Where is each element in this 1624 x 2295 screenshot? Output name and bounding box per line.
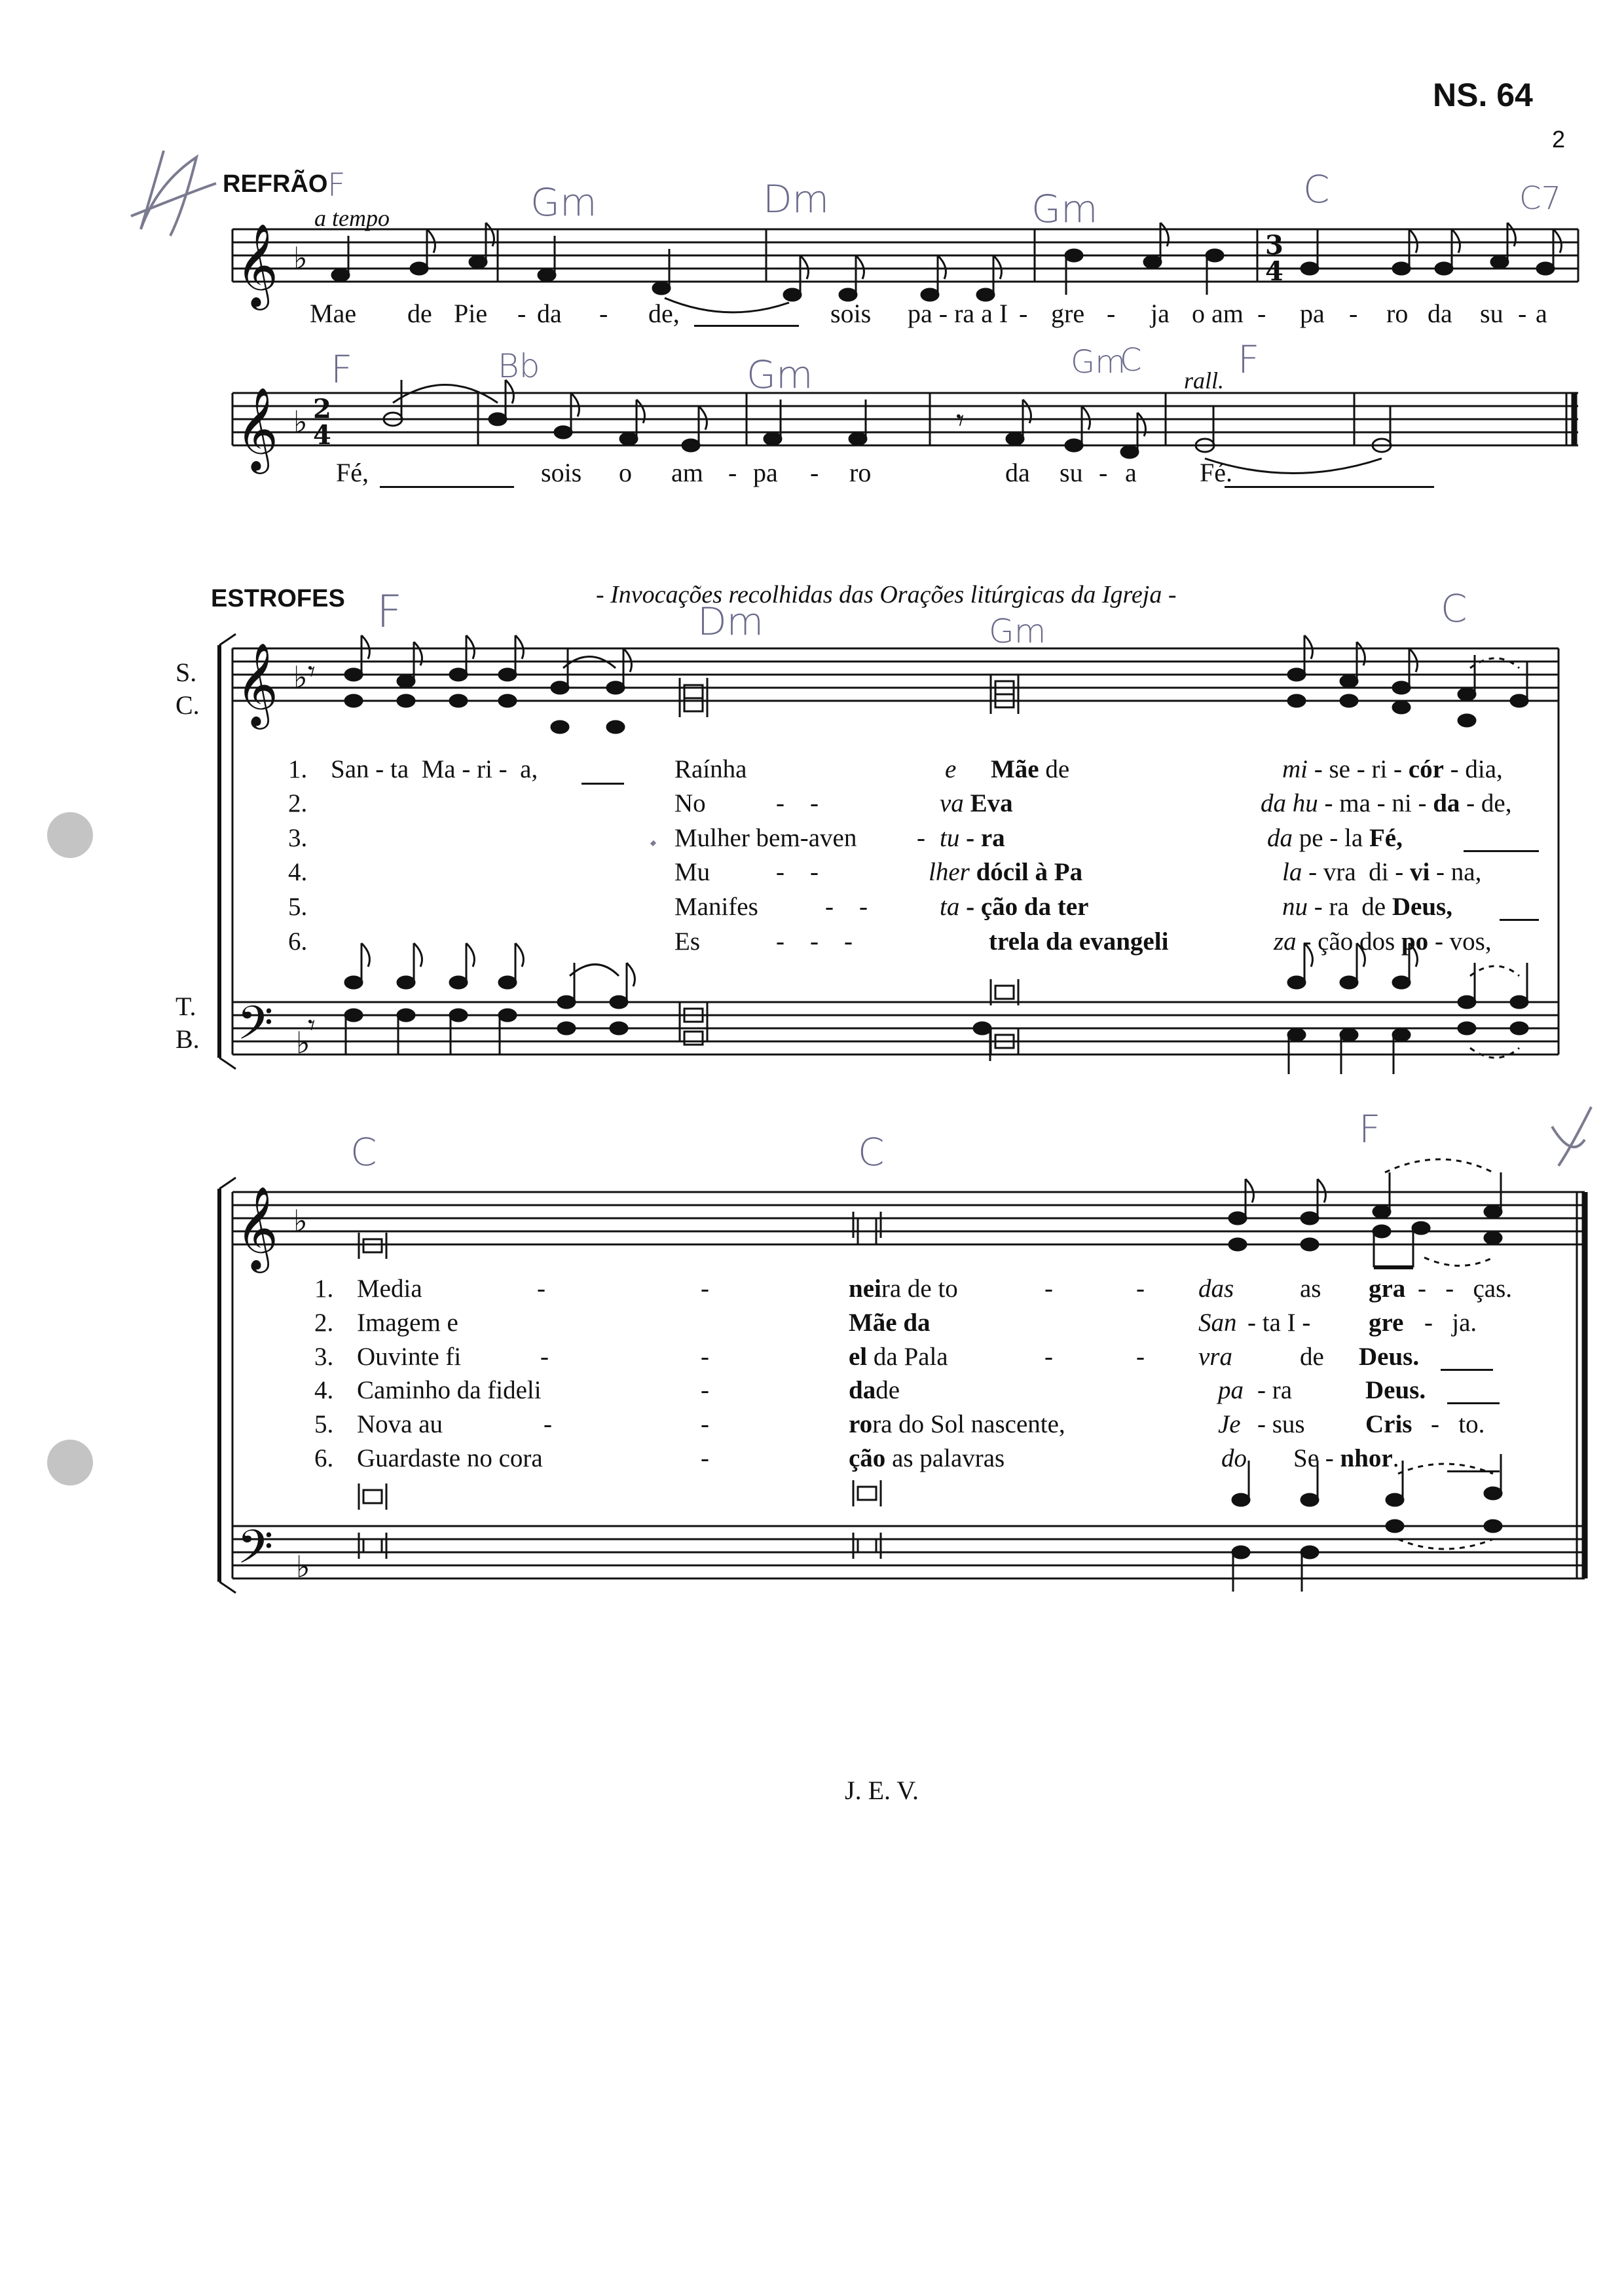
- verse-number: 4.: [314, 1376, 334, 1404]
- refrain-lyric: pa - ra a I: [908, 299, 1008, 328]
- verse-text: Mulher bem-aven: [674, 824, 857, 852]
- time-signature: 3: [1265, 230, 1283, 261]
- rall-marking: rall.: [1184, 367, 1225, 394]
- verse-text: - ra: [1257, 1376, 1293, 1404]
- refrain-title: REFRÃO: [223, 170, 328, 198]
- flat-sign: ♭: [293, 240, 308, 276]
- refrain-lyric: pa: [753, 458, 778, 487]
- verse-text: Deus.: [1365, 1376, 1426, 1404]
- time-signature: 4: [1265, 256, 1283, 287]
- verse-text: el da Pala: [849, 1343, 948, 1371]
- refrain-lyric: -: [810, 458, 819, 487]
- verse-text: mi - se - ri - cór - dia,: [1282, 755, 1503, 783]
- refrain-lyric: sois: [541, 458, 582, 487]
- refrain-lyric: -: [728, 458, 737, 487]
- chord-symbol: Bb: [498, 347, 540, 385]
- verse-text: va Eva: [940, 789, 1013, 817]
- verse-text: No: [674, 789, 706, 817]
- extender-line: [1447, 1402, 1500, 1404]
- chord-symbol: Dm: [697, 599, 764, 644]
- verse-text: Ouvinte fi: [357, 1343, 462, 1371]
- verse-text: e: [945, 755, 957, 783]
- refrain-lyric: Mae: [310, 299, 357, 328]
- extender-line: [1441, 1369, 1493, 1371]
- verse-number: 4.: [288, 858, 308, 886]
- verse-text: de: [1300, 1343, 1324, 1371]
- verse-text: nu - ra de Deus,: [1282, 893, 1452, 921]
- chord-symbol: C: [858, 1130, 885, 1174]
- verse-text: neira de to: [849, 1275, 958, 1303]
- refrain-lyric: a: [1536, 299, 1547, 328]
- refrain-staff-2: [232, 393, 1578, 445]
- refrain-lyric: de,: [648, 299, 680, 328]
- verse-text: do: [1221, 1444, 1247, 1472]
- bass-clef: 𝄢: [237, 1520, 274, 1586]
- verse-text: pa: [1218, 1376, 1244, 1404]
- verse-text: Cris: [1365, 1410, 1412, 1438]
- bass-clef: 𝄢: [237, 996, 274, 1062]
- extender-line: [380, 486, 514, 488]
- flat-sign: ♭: [293, 660, 308, 695]
- hymn-code: NS. 64: [1433, 77, 1533, 113]
- verse-text: lher dócil à Pa: [929, 858, 1083, 886]
- verse-number: 6.: [314, 1444, 334, 1472]
- verse-text: - ja.: [1424, 1309, 1477, 1337]
- verse-text: Es: [674, 927, 700, 956]
- svg-text:𝄾: 𝄾: [308, 655, 316, 688]
- chord-symbol: Gm: [530, 180, 597, 225]
- chord-symbol: F: [331, 347, 353, 392]
- extender-line: [1447, 1470, 1500, 1472]
- refrain-lyric: -: [1107, 299, 1116, 328]
- refrain-lyric: pa: [1300, 299, 1325, 328]
- verse-text: -: [917, 824, 925, 852]
- verse-system-1-upper: [232, 648, 1559, 701]
- svg-text:𝄾: 𝄾: [956, 402, 965, 439]
- refrain-staff-1: [232, 229, 1578, 282]
- verse-number: 5.: [314, 1410, 334, 1438]
- voice-label-tenor: T.: [175, 992, 196, 1021]
- verses-title: ESTROFES: [211, 585, 345, 612]
- refrain-lyric: Fé.: [1200, 458, 1232, 487]
- page-number: 2: [1552, 126, 1566, 153]
- verse-text: Deus.: [1359, 1343, 1420, 1371]
- extender-line: [1500, 919, 1539, 921]
- refrain-lyric: o am: [1192, 299, 1244, 328]
- verse-text: da pe - la Fé,: [1267, 824, 1403, 852]
- verse-text: gre: [1369, 1309, 1404, 1337]
- verse-number: 6.: [288, 927, 308, 956]
- verse-text: -: [540, 1343, 549, 1371]
- verse-text: das: [1198, 1275, 1234, 1303]
- verse-text: - -: [776, 789, 819, 817]
- verse-text: Raínha: [674, 755, 747, 783]
- verse-text: dade: [849, 1376, 900, 1404]
- verse-text: -: [701, 1376, 709, 1404]
- verse-text: -: [701, 1343, 709, 1371]
- refrain-lyric: de: [407, 299, 432, 328]
- verse-text: - sus: [1257, 1410, 1305, 1438]
- treble-clef: 𝄞: [236, 223, 279, 307]
- verse-text: Caminho da fideli: [357, 1376, 542, 1404]
- refrain-lyric: Fé,: [336, 458, 369, 487]
- chord-symbol: F: [377, 586, 403, 638]
- voice-label-bass: B.: [175, 1024, 200, 1054]
- chord-symbol: Gm: [989, 612, 1046, 650]
- verses-subtitle: - Invocações recolhidas das Orações litúrgicas da Igreja -: [596, 581, 1177, 608]
- verse-number: 5.: [288, 893, 308, 921]
- verse-text: - ta I -: [1247, 1309, 1311, 1337]
- refrain-lyric: ro: [849, 458, 872, 487]
- refrain-lyric: ja: [1151, 299, 1170, 328]
- verse-text: -: [1136, 1275, 1145, 1303]
- verse-text: Manifes: [674, 893, 758, 921]
- refrain-lyric: da: [537, 299, 562, 328]
- verse-text: -: [1136, 1343, 1145, 1371]
- refrain-lyric: -: [1099, 458, 1108, 487]
- treble-clef: 𝄞: [236, 642, 279, 726]
- chord-symbol: Gm: [747, 352, 813, 397]
- verse-number: 1.: [288, 755, 308, 783]
- refrain-lyric: -: [1518, 299, 1527, 328]
- verse-text: -: [701, 1444, 709, 1472]
- verse-number: 2.: [314, 1309, 334, 1337]
- verse-text: San - ta Ma - ri - a,: [331, 755, 538, 783]
- voice-label-contralto: C.: [175, 690, 200, 720]
- extender-line: [581, 783, 624, 785]
- treble-clef: 𝄞: [236, 386, 279, 470]
- flat-sign: ♭: [296, 1025, 310, 1060]
- refrain-lyric: sois: [830, 299, 872, 328]
- verse-text: -: [1044, 1343, 1053, 1371]
- chord-symbol: Gm: [1031, 187, 1098, 231]
- verse-text: Media: [357, 1275, 422, 1303]
- verse-text: Mãe da: [849, 1309, 931, 1337]
- time-signature: 4: [313, 420, 331, 451]
- refrain-lyric: o: [619, 458, 632, 487]
- verse-text: -: [537, 1275, 545, 1303]
- extender-line: [694, 325, 799, 327]
- extender-line: [1464, 850, 1539, 852]
- flat-sign: ♭: [293, 1203, 308, 1239]
- chord-symbol: C7: [1519, 180, 1562, 217]
- verse-text: - -: [825, 893, 868, 921]
- refrain-lyric: su: [1060, 458, 1083, 487]
- refrain-lyric: am: [671, 458, 703, 487]
- chord-symbol: C: [1441, 586, 1467, 631]
- verse-text: gra: [1369, 1275, 1406, 1303]
- verse-text: -: [701, 1410, 709, 1438]
- verse-text: - - -: [776, 927, 853, 956]
- verse-text: la - vra di - vi - na,: [1282, 858, 1482, 886]
- refrain-lyric: -: [1257, 299, 1266, 328]
- verse-text: trela da evangeli: [989, 927, 1169, 956]
- verse-text: ta - ção da ter: [940, 893, 1089, 921]
- chord-symbol: C: [350, 1130, 377, 1174]
- verse-text: Imagem e: [357, 1309, 458, 1337]
- refrain-lyric: -: [1349, 299, 1358, 328]
- verse-text: Se - nhor.: [1293, 1444, 1399, 1472]
- verse-text: tu - ra: [940, 824, 1005, 852]
- refrain-lyric: a: [1125, 458, 1137, 487]
- chord-symbol: Dm: [763, 177, 830, 221]
- chord-symbol: C: [1120, 342, 1142, 379]
- verse-text: San: [1198, 1309, 1237, 1337]
- flat-sign: ♭: [296, 1549, 310, 1584]
- verse-text: - to.: [1431, 1410, 1485, 1438]
- verse-text: za - ção dos po - vos,: [1274, 927, 1492, 956]
- refrain-lyric: ro: [1386, 299, 1409, 328]
- refrain-lyric: gre: [1051, 299, 1085, 328]
- tempo-marking: a tempo: [314, 205, 390, 231]
- chord-symbol: F: [1359, 1107, 1381, 1151]
- chord-symbol: C: [1303, 167, 1330, 212]
- chord-symbol: F: [327, 167, 346, 204]
- verse-number: 2.: [288, 789, 308, 817]
- refrain-lyric: -: [517, 299, 526, 328]
- verse-number: 3.: [314, 1343, 334, 1371]
- refrain-lyric: -: [599, 299, 608, 328]
- refrain-lyric: Pie: [454, 299, 488, 328]
- verse-text: -: [1044, 1275, 1053, 1303]
- composer-initials: J. E. V.: [845, 1776, 919, 1805]
- time-signature: 2: [313, 394, 331, 424]
- verse-text: Je: [1218, 1410, 1241, 1438]
- verse-text: Mu: [674, 858, 710, 886]
- verse-text: -: [544, 1410, 552, 1438]
- verse-text: -: [701, 1275, 709, 1303]
- verse-text: as: [1300, 1275, 1321, 1303]
- verse-text: Nova au: [357, 1410, 443, 1438]
- refrain-lyric: da: [1005, 458, 1030, 487]
- verse-number: 3.: [288, 824, 308, 852]
- svg-text:𝄾: 𝄾: [308, 1009, 316, 1042]
- verse-text: ção as palavras: [849, 1444, 1005, 1472]
- refrain-lyric: -: [1019, 299, 1028, 328]
- treble-clef: 𝄞: [236, 1185, 279, 1269]
- chord-symbol: Gm: [1071, 344, 1126, 381]
- verse-text: Guardaste no cora: [357, 1444, 543, 1472]
- verse-number: 1.: [314, 1275, 334, 1303]
- refrain-lyric: da: [1428, 299, 1452, 328]
- extender-line: [1225, 486, 1434, 488]
- refrain-lyric: su: [1480, 299, 1504, 328]
- chord-symbol: F: [1238, 337, 1260, 382]
- verse-text: - - ças.: [1418, 1275, 1513, 1303]
- voice-label-soprano: S.: [175, 658, 197, 687]
- verse-text: da hu - ma - ni - da - de,: [1261, 789, 1512, 817]
- flat-sign: ♭: [293, 404, 308, 439]
- verse-text: - -: [776, 858, 819, 886]
- verse-text: vra: [1198, 1343, 1232, 1371]
- verse-text: rora do Sol nascente,: [849, 1410, 1065, 1438]
- verse-text: Mãe de: [991, 755, 1070, 783]
